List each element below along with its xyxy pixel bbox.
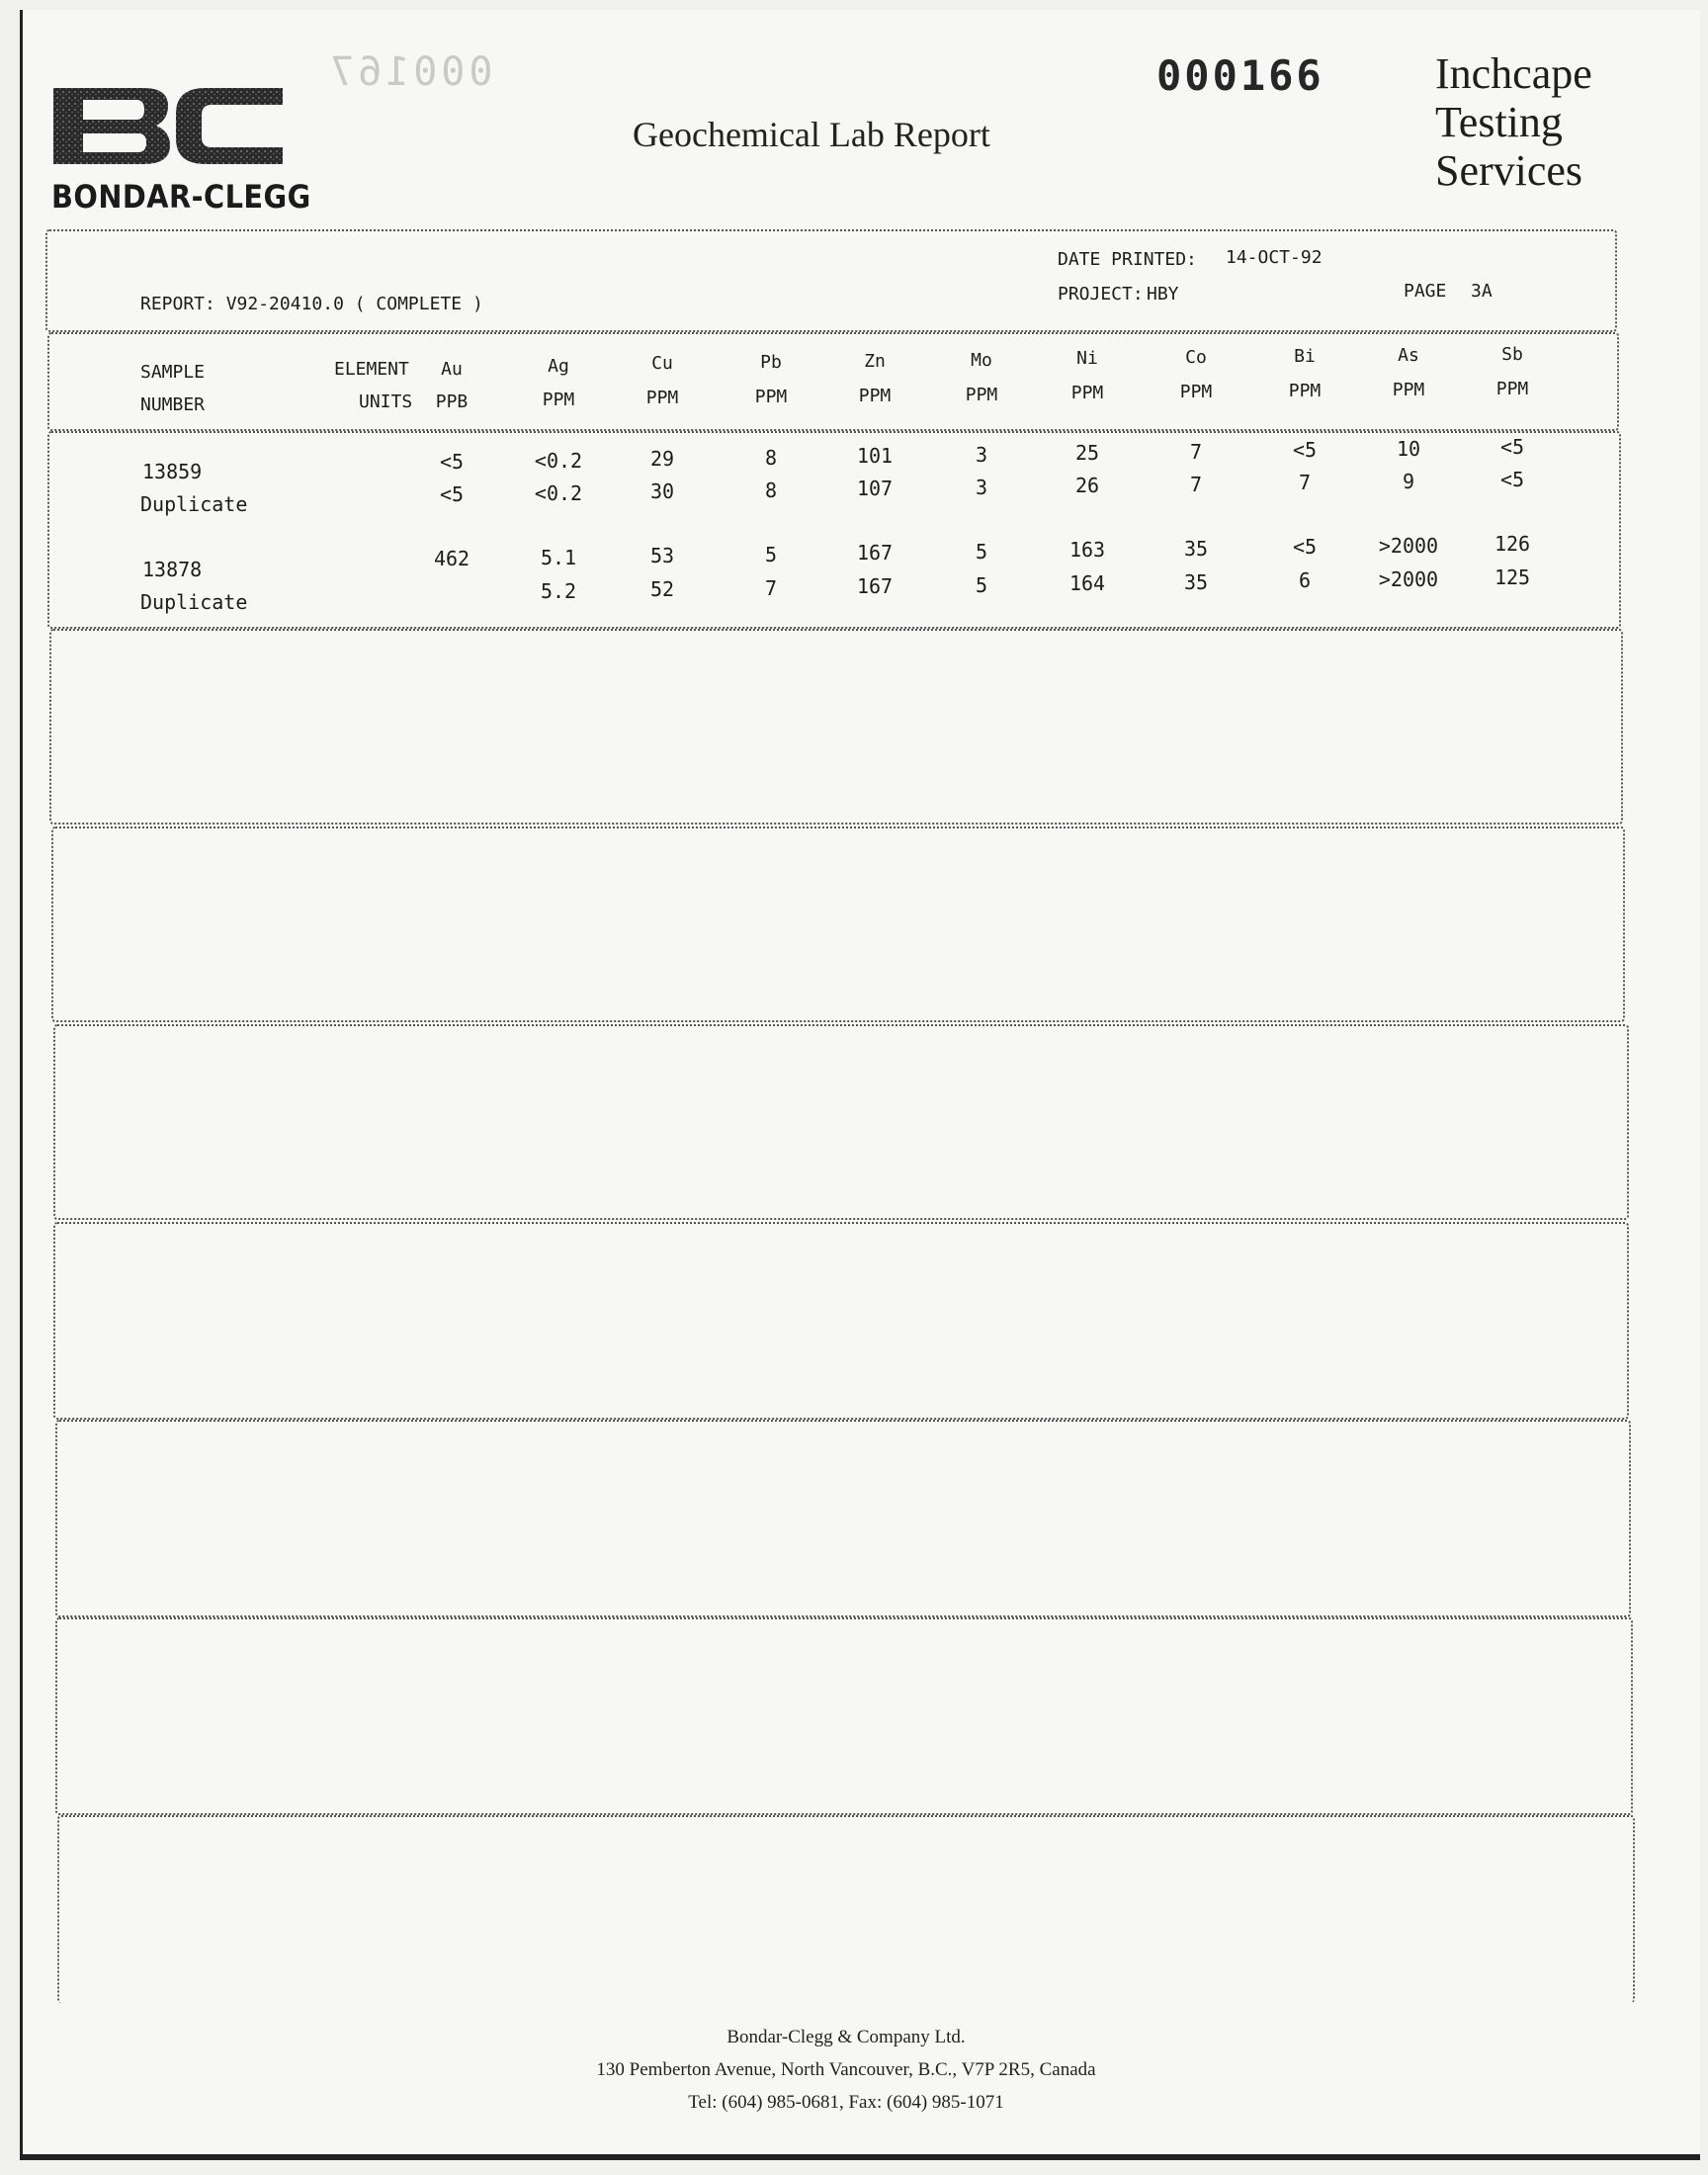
- table-cell: 35: [1183, 536, 1209, 561]
- table-cell: 462: [433, 547, 470, 570]
- table-cell: 125: [1494, 566, 1531, 589]
- table-cell: >2000: [1378, 533, 1439, 558]
- table-cell: 3: [975, 442, 988, 467]
- report-id: REPORT: V92-20410.0 ( COMPLETE ): [140, 294, 483, 314]
- table-cell: <5: [1499, 468, 1525, 491]
- report-info-box: [45, 229, 1617, 332]
- bondar-clegg-logo: [49, 84, 287, 168]
- table-cell: 5: [975, 539, 988, 564]
- column-unit-pb: PPM: [754, 387, 788, 407]
- table-cell: 7: [1189, 439, 1203, 464]
- column-unit-as: PPM: [1392, 380, 1425, 400]
- table-cell: <5: [1292, 535, 1318, 559]
- column-header-bi: Bi: [1294, 346, 1316, 367]
- date-printed-label: DATE PRINTED:: [1058, 249, 1197, 270]
- column-unit-ni: PPM: [1070, 383, 1104, 403]
- table-cell: 5.1: [540, 545, 577, 569]
- empty-section: [55, 1420, 1631, 1617]
- empty-section: [55, 1617, 1633, 1815]
- column-unit-mo: PPM: [965, 385, 998, 405]
- table-cell: <5: [1292, 438, 1318, 462]
- table-cell: 35: [1183, 569, 1209, 594]
- empty-section: [51, 826, 1625, 1022]
- empty-section: [53, 1024, 1629, 1220]
- date-printed-value: 14-OCT-92: [1226, 247, 1323, 268]
- column-header-zn: Zn: [864, 351, 886, 372]
- document-title: Geochemical Lab Report: [633, 115, 990, 154]
- table-cell: 30: [649, 479, 675, 503]
- table-cell: <5: [439, 482, 465, 506]
- column-header-sb: Sb: [1501, 344, 1523, 365]
- page-value: 3A: [1471, 281, 1493, 302]
- ghost-serial-stamp: 000167: [326, 49, 493, 95]
- table-cell: 26: [1074, 474, 1100, 497]
- table-cell: 6: [1298, 568, 1312, 592]
- column-unit-zn: PPM: [858, 386, 892, 406]
- column-unit-sb: PPM: [1495, 379, 1529, 399]
- footer-contact: Tel: (604) 985-0681, Fax: (604) 985-1071: [688, 2092, 1004, 2113]
- table-cell: 164: [1068, 571, 1106, 595]
- column-unit-ag: PPM: [542, 390, 575, 410]
- table-cell: 8: [764, 445, 778, 470]
- footer-company: Bondar-Clegg & Company Ltd.: [726, 2027, 966, 2047]
- sample-number: Duplicate: [140, 590, 248, 614]
- table-cell: 163: [1068, 538, 1106, 562]
- table-cell: 52: [649, 577, 675, 601]
- table-cell: 5: [975, 572, 988, 597]
- column-header-pb: Pb: [760, 352, 782, 373]
- table-cell: 29: [649, 447, 675, 471]
- sample-number: 13878: [142, 558, 203, 581]
- project-label: PROJECT:: [1058, 284, 1144, 304]
- table-cell: <0.2: [534, 448, 583, 473]
- sample-number: Duplicate: [140, 492, 248, 516]
- sample-header-line1: SAMPLE: [140, 362, 206, 383]
- table-cell: 167: [856, 541, 894, 565]
- table-cell: 7: [1298, 471, 1312, 494]
- page-label: PAGE: [1404, 281, 1447, 302]
- column-header-ni: Ni: [1076, 348, 1098, 369]
- column-unit-co: PPM: [1179, 382, 1213, 402]
- column-header-as: As: [1398, 345, 1419, 366]
- table-cell: 107: [856, 477, 894, 500]
- column-header-mo: Mo: [971, 350, 992, 371]
- table-cell: 101: [856, 444, 894, 468]
- table-cell: <5: [439, 450, 465, 474]
- element-header-line1: ELEMENT: [334, 359, 409, 380]
- table-cell: 9: [1402, 469, 1415, 493]
- sample-header-line2: NUMBER: [140, 394, 206, 415]
- table-cell: 25: [1074, 441, 1100, 465]
- column-header-ag: Ag: [548, 356, 569, 377]
- column-header-au: Au: [441, 359, 463, 380]
- table-cell: <5: [1499, 435, 1525, 459]
- empty-section: [53, 1222, 1629, 1420]
- footer-address: 130 Pemberton Avenue, North Vancouver, B.C., V7P 2R5, Canada: [596, 2059, 1096, 2080]
- table-cell: 53: [649, 544, 675, 567]
- column-header-co: Co: [1185, 347, 1207, 368]
- logo-wordmark: BONDAR-CLEGG: [51, 178, 311, 216]
- table-cell: 5.2: [540, 578, 577, 603]
- column-unit-bi: PPM: [1288, 381, 1322, 401]
- column-unit-au: PPB: [435, 392, 469, 412]
- table-cell: 3: [975, 475, 988, 499]
- company-name: [1435, 49, 1592, 195]
- project-value: HBY: [1147, 284, 1179, 304]
- element-header-line2: UNITS: [359, 392, 413, 412]
- table-cell: 5: [764, 542, 778, 566]
- empty-section: [49, 629, 1623, 825]
- empty-section: [57, 1815, 1635, 2003]
- table-cell: 126: [1494, 532, 1531, 556]
- table-cell: 10: [1396, 436, 1421, 461]
- table-cell: 8: [764, 478, 778, 502]
- column-unit-cu: PPM: [645, 388, 679, 408]
- table-cell: 7: [764, 575, 778, 600]
- column-header-cu: Cu: [651, 353, 673, 374]
- table-cell: <0.2: [534, 480, 583, 505]
- table-cell: 167: [856, 574, 894, 598]
- sample-number: 13859: [142, 460, 203, 483]
- company-line: Testing: [1435, 98, 1563, 146]
- company-line: Services: [1435, 146, 1583, 195]
- table-cell: 7: [1189, 472, 1203, 496]
- table-cell: >2000: [1378, 566, 1439, 591]
- serial-number: 000166: [1156, 51, 1324, 100]
- company-line: Inchcape: [1435, 49, 1592, 98]
